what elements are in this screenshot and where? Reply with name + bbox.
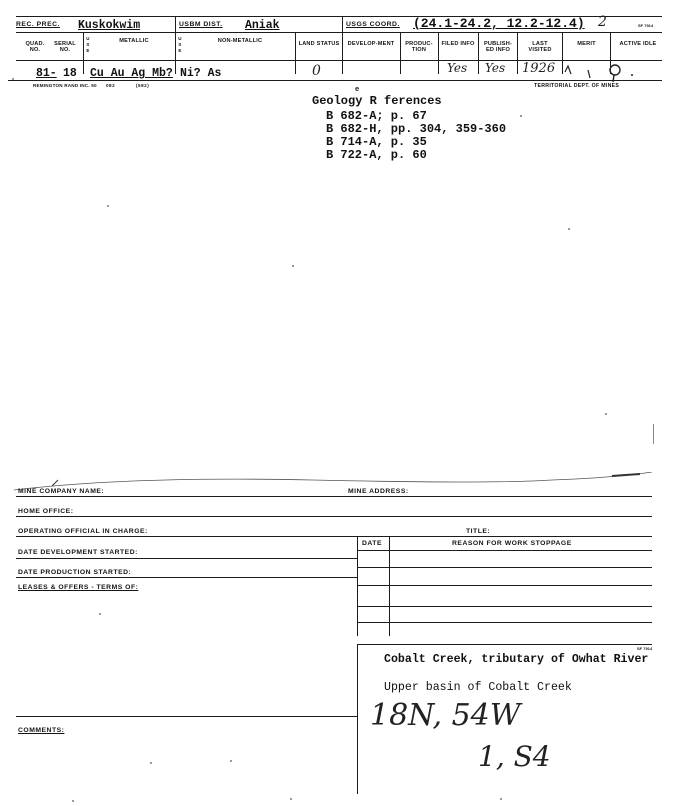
- corner-mark: 2: [598, 14, 607, 30]
- operating-official-border: [16, 536, 652, 537]
- specks: [290, 798, 292, 800]
- divider: [357, 644, 358, 794]
- form-number: SF 7914: [638, 23, 654, 28]
- geology-ref: B 682-H, pp. 304, 359-360: [326, 122, 507, 136]
- specks: [605, 413, 607, 415]
- date-development-started-label: DATE DEVELOPMENT STARTED:: [18, 549, 138, 556]
- divider: [342, 16, 343, 32]
- geology-heading: Geology R ferences: [312, 94, 442, 108]
- usgs-coord-label: USGS COORD.: [346, 21, 400, 28]
- divider: [478, 32, 479, 74]
- col-use-a: U S E: [86, 36, 90, 53]
- reason-column-header: REASON FOR WORK STOPPAGE: [452, 540, 572, 547]
- divider: [400, 32, 401, 74]
- record-land-status: 0: [312, 63, 321, 79]
- development-started-border: [16, 558, 357, 559]
- col-development: DEVELOP-MENT: [347, 41, 395, 47]
- location-line-2: Upper basin of Cobalt Creek: [384, 681, 572, 694]
- geology-ref: B 682-A; p. 67: [326, 109, 427, 123]
- title-label: TITLE:: [466, 528, 491, 535]
- header-row-border: [16, 32, 662, 33]
- col-land-status: LAND STATUS: [298, 41, 340, 47]
- divider: [342, 32, 343, 74]
- specks: [72, 800, 74, 802]
- comments-border: [16, 716, 357, 717]
- mine-company-name-label: MINE COMPANY NAME:: [18, 488, 105, 495]
- specks: [12, 78, 14, 80]
- geology-ref: B 722-A, p. 60: [326, 148, 427, 162]
- col-filed-info: FILED INFO: [441, 41, 475, 47]
- record-quad-no: 81-: [36, 67, 57, 80]
- col-quad-no: QUAD. NO.: [25, 41, 45, 53]
- col-non-metallic: NON-METALLIC: [217, 38, 263, 44]
- col-published-info: PUBLISH-ED INFO: [483, 41, 512, 53]
- curled-top-edge: [12, 472, 678, 492]
- specks: [99, 613, 101, 615]
- record-non-metallic: Ni? As: [180, 67, 222, 80]
- usgs-coord-value: (24.1-24.2, 12.2-12.4): [413, 16, 585, 31]
- specks: [230, 760, 232, 762]
- specks: [107, 205, 109, 207]
- handwritten-section: 1, S4: [478, 740, 551, 773]
- col-serial-no: SERIAL NO.: [54, 41, 76, 53]
- specks: [292, 265, 294, 267]
- divider: [175, 16, 176, 32]
- geology-caret: e: [355, 86, 360, 94]
- date-column-header: DATE: [362, 540, 382, 547]
- printer-department: TERRITORIAL DEPT. OF MINES: [534, 83, 620, 89]
- printer-code-a: 082: [106, 83, 116, 88]
- specks: [150, 762, 152, 764]
- production-started-border: [16, 577, 357, 578]
- usbm-dist-value: Aniak: [245, 19, 280, 32]
- col-active-idle: ACTIVE IDLE: [619, 41, 657, 47]
- divider: [517, 32, 518, 74]
- printer-imprint: REMINGTON RAND INC. 50: [33, 83, 97, 88]
- rec-prec-label: REC. PREC.: [16, 21, 60, 28]
- divider: [357, 550, 652, 551]
- leases-offers-label: LEASES & OFFERS - TERMS OF:: [18, 584, 139, 591]
- record-filed-info: Yes: [447, 61, 468, 75]
- col-last-visited: LAST VISITED: [528, 41, 552, 53]
- divider: [175, 32, 176, 74]
- col-metallic: METALLIC: [119, 38, 149, 44]
- mine-address-label: MINE ADDRESS:: [348, 488, 409, 495]
- home-office-border: [16, 516, 652, 517]
- divider: [438, 32, 439, 74]
- divider: [83, 32, 84, 74]
- home-office-label: HOME OFFICE:: [18, 508, 74, 515]
- record-serial-no: 18: [63, 67, 77, 80]
- comments-label: COMMENTS:: [18, 727, 65, 734]
- divider: [357, 536, 358, 636]
- operating-official-label: OPERATING OFFICIAL IN CHARGE:: [18, 528, 148, 535]
- record-published-info: Yes: [485, 61, 506, 75]
- printer-code-b: (582): [136, 83, 150, 88]
- divider: [357, 585, 652, 586]
- edge-mark: [653, 424, 654, 444]
- divider: [357, 644, 652, 645]
- rec-prec-value: Kuskokwim: [78, 19, 141, 32]
- specks: [568, 228, 570, 230]
- specks: [520, 115, 522, 117]
- specks: [500, 798, 502, 800]
- mine-company-border: [16, 496, 652, 497]
- col-use-b: U S E: [178, 36, 182, 53]
- divider: [357, 606, 652, 607]
- geology-ref: B 714-A, p. 35: [326, 135, 427, 149]
- location-line-1: Cobalt Creek, tributary of Owhat River: [384, 653, 649, 666]
- divider: [295, 32, 296, 74]
- merit-scribbles: [560, 58, 660, 84]
- record-last-visited: 1926: [522, 61, 556, 76]
- col-merit: MERIT: [577, 41, 596, 47]
- record-metallic: Cu Au Ag Mb?: [90, 67, 173, 80]
- divider: [357, 622, 652, 623]
- handwritten-township: 18N, 54W: [370, 698, 521, 733]
- col-production: PRODUC-TION: [405, 41, 433, 53]
- divider: [357, 567, 652, 568]
- form-number-2: SF 7914: [637, 646, 653, 651]
- date-production-started-label: DATE PRODUCTION STARTED:: [18, 569, 132, 576]
- divider: [389, 536, 390, 636]
- usbm-dist-label: USBM DIST.: [179, 21, 223, 28]
